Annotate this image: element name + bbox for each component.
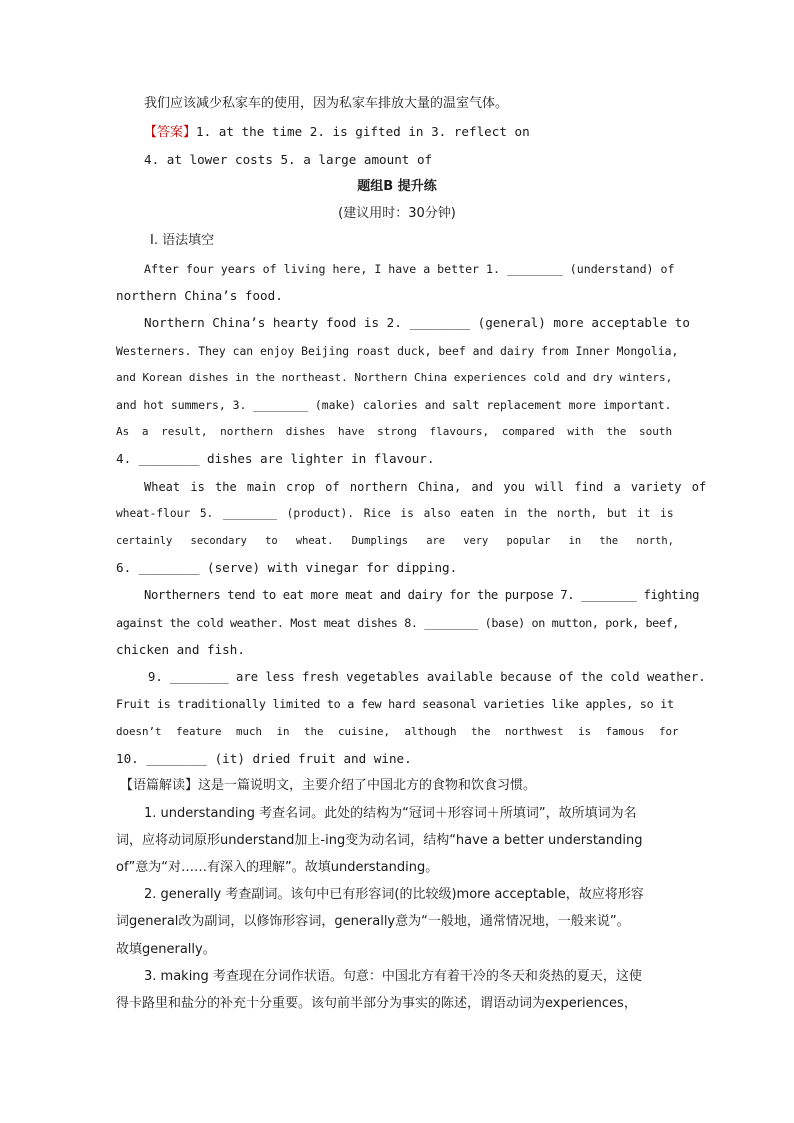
analysis-label-close: 】 <box>185 778 199 793</box>
answer-label-open: 【 <box>144 125 158 140</box>
passage-line: As a result, northern dishes have strong flavours, compared with the south <box>116 425 673 438</box>
passage-line: certainly secondary to wheat. Dumplings are very popular in the north, <box>116 535 674 547</box>
passage-line: doesn’t feature much in the cuisine, although the northwest is famous for <box>116 725 679 738</box>
passage-line: and Korean dishes in the northeast. Northern China experiences cold and dry winters, <box>116 371 673 384</box>
passage-line: Fruit is traditionally limited to a few hard seasonal varieties like apples, so it <box>116 697 674 711</box>
passage-line: wheat-flour 5. ________ (product). Rice is also eaten in the north, but it is <box>116 507 674 520</box>
answer-label: 答案 <box>157 125 184 140</box>
analysis-line: 词，应将动词原形understand加上-ing变为动名词，结构“have a better understanding <box>116 833 643 848</box>
passage-line: 4. ________ dishes are lighter in flavour. <box>116 451 435 466</box>
answer-text-1: 1. at the time 2. is gifted in 3. reflect on <box>196 124 530 139</box>
analysis-line: 得卡路里和盐分的补充十分重要。该句前半部分为事实的陈述，谓语动词为experiences， <box>116 996 637 1011</box>
passage-line: and hot summers, 3. ________ (make) calories and salt replacement more important. <box>116 398 672 412</box>
analysis-line: 3. making 考查现在分词作状语。句意：中国北方有着干冷的冬天和炎热的夏天，这使 <box>144 969 642 984</box>
analysis-line: 词general改为副词，以修饰形容词，generally意为“一般地，通常情况地，一般来说”。 <box>116 914 630 929</box>
answer-line-2: 4. at lower costs 5. a large amount of <box>144 152 433 167</box>
answer-label-close: 】 <box>183 125 197 140</box>
analysis-label: 语篇解读 <box>133 778 186 793</box>
analysis-intro: 这是一篇说明文，主要介绍了中国北方的食物和饮食习惯。 <box>198 778 537 793</box>
passage-line: Wheat is the main crop of northern China, and you will find a variety of <box>144 480 707 494</box>
part-heading: Ⅰ. 语法填空 <box>150 233 215 248</box>
passage-line: 9. ________ are less fresh vegetables available because of the cold weather. <box>148 670 706 684</box>
analysis-line: of”意为“对……有深入的理解”。故填understanding。 <box>116 860 439 875</box>
passage-line: 10. ________ (it) dried fruit and wine. <box>116 751 412 766</box>
passage-line: chicken and fish. <box>116 642 245 657</box>
passage-line: Northerners tend to eat more meat and dairy for the purpose 7. ________ fighting <box>144 588 699 602</box>
analysis-heading <box>116 776 682 796</box>
passage-line: northern China’s food. <box>116 288 283 303</box>
passage-line: After four years of living here, I have a better 1. ________ (understand) of <box>144 262 675 276</box>
section-subtitle: (建议用时：30分钟) <box>338 206 456 221</box>
analysis-label-open: 【 <box>120 778 134 793</box>
analysis-line: 故填generally。 <box>116 942 216 957</box>
answer-line-1 <box>116 122 706 143</box>
analysis-line: 1. understanding 考查名词。此处的结构为“冠词＋形容词＋所填词”，故所填词为名 <box>144 806 637 821</box>
passage-line: Westerners. They can enjoy Beijing roast duck, beef and dairy from Inner Mongolia, <box>116 344 679 358</box>
passage-line: Northern China’s hearty food is 2. ________ (general) more acceptable to <box>144 315 690 330</box>
analysis-line: 2. generally 考查副词。该句中已有形容词(的比较级)more acceptable，故应将形容 <box>144 887 644 902</box>
passage-line: 6. ________ (serve) with vinegar for dipping. <box>116 560 458 575</box>
section-title: 题组B 提升练 <box>357 179 437 194</box>
intro-sentence: 我们应该减少私家车的使用，因为私家车排放大量的温室气体。 <box>144 96 509 111</box>
passage-line: against the cold weather. Most meat dishes 8. ________ (base) on mutton, pork, beef, <box>116 616 679 630</box>
